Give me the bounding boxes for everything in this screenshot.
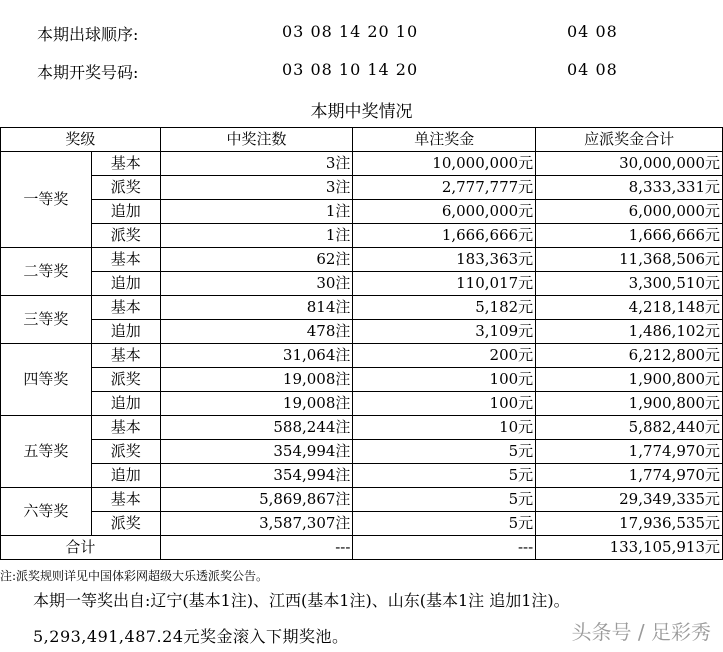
table-row xyxy=(1,344,723,368)
count-cell: 1注 xyxy=(160,224,353,248)
single-cell: 5元 xyxy=(353,464,536,488)
total-cell: 1,900,800元 xyxy=(536,368,723,392)
total-cell: 1,774,970元 xyxy=(536,464,723,488)
total-cell: 1,666,666元 xyxy=(536,224,723,248)
total-cell: 11,368,506元 xyxy=(536,248,723,272)
count-cell: 588,244注 xyxy=(160,416,353,440)
sub-cell: 基本 xyxy=(91,488,160,512)
table-row xyxy=(1,464,723,488)
sub-cell: 派奖 xyxy=(91,368,160,392)
count-cell: 30注 xyxy=(160,272,353,296)
count-cell: 354,994注 xyxy=(160,440,353,464)
count-cell: 354,994注 xyxy=(160,464,353,488)
single-cell: 183,363元 xyxy=(353,248,536,272)
sub-cell: 派奖 xyxy=(91,440,160,464)
table-row xyxy=(1,296,723,320)
header-grade: 奖级 xyxy=(1,128,161,152)
count-cell: 3注 xyxy=(160,152,353,176)
header-total: 应派奖金合计 xyxy=(536,128,723,152)
single-cell: 10元 xyxy=(353,416,536,440)
count-cell: 1注 xyxy=(160,200,353,224)
table-row xyxy=(1,512,723,536)
single-cell: 5元 xyxy=(353,512,536,536)
single-cell: 110,017元 xyxy=(353,272,536,296)
count-cell: 478注 xyxy=(160,320,353,344)
total-cell: 6,212,800元 xyxy=(536,344,723,368)
table-header-row xyxy=(1,128,723,152)
table-row xyxy=(1,272,723,296)
total-cell: 29,349,335元 xyxy=(536,488,723,512)
table-row xyxy=(1,392,723,416)
total-cell: 1,774,970元 xyxy=(536,440,723,464)
sub-cell: 基本 xyxy=(91,152,160,176)
table-row xyxy=(1,488,723,512)
table-row xyxy=(1,152,723,176)
total-cell: 30,000,000元 xyxy=(536,152,723,176)
count-cell: 19,008注 xyxy=(160,368,353,392)
result-label: 本期开奖号码: xyxy=(37,63,139,82)
table-row xyxy=(1,224,723,248)
single-cell: 6,000,000元 xyxy=(353,200,536,224)
single-cell: 2,777,777元 xyxy=(353,176,536,200)
table-total-row xyxy=(1,536,723,560)
total-cell: 1,900,800元 xyxy=(536,392,723,416)
section-title: 本期中奖情况 xyxy=(310,102,413,122)
single-cell: 3,109元 xyxy=(353,320,536,344)
sub-cell: 基本 xyxy=(91,296,160,320)
prize-table xyxy=(0,127,723,560)
table-row xyxy=(1,320,723,344)
grade-cell: 五等奖 xyxy=(1,416,92,488)
footnote: 注:派奖规则详见中国体彩网超级大乐透派奖公告。 xyxy=(0,569,269,583)
count-cell: 3注 xyxy=(160,176,353,200)
count-cell: 3,587,307注 xyxy=(160,512,353,536)
total-cell: 6,000,000元 xyxy=(536,200,723,224)
grade-cell: 一等奖 xyxy=(1,152,92,248)
sub-cell: 派奖 xyxy=(91,512,160,536)
sub-cell: 基本 xyxy=(91,416,160,440)
table-row xyxy=(1,200,723,224)
order-label: 本期出球顺序: xyxy=(37,25,139,44)
header-single: 单注奖金 xyxy=(353,128,536,152)
total-cell: 4,218,148元 xyxy=(536,296,723,320)
sub-cell: 派奖 xyxy=(91,224,160,248)
single-cell: 5,182元 xyxy=(353,296,536,320)
single-cell: 200元 xyxy=(353,344,536,368)
total-single: --- xyxy=(353,536,536,560)
result-front-numbers: 03 08 10 14 20 xyxy=(282,60,419,79)
sub-cell: 追加 xyxy=(91,464,160,488)
sub-cell: 基本 xyxy=(91,344,160,368)
count-cell: 5,869,867注 xyxy=(160,488,353,512)
table-row xyxy=(1,176,723,200)
count-cell: 62注 xyxy=(160,248,353,272)
first-prize-origin: 本期一等奖出自:辽宁(基本1注)、江西(基本1注)、山东(基本1注 追加1注)。 xyxy=(33,591,570,610)
single-cell: 100元 xyxy=(353,368,536,392)
total-count: --- xyxy=(160,536,353,560)
single-cell: 100元 xyxy=(353,392,536,416)
order-back-numbers: 04 08 xyxy=(567,22,618,41)
grade-cell: 六等奖 xyxy=(1,488,92,536)
sub-cell: 追加 xyxy=(91,392,160,416)
sub-cell: 追加 xyxy=(91,272,160,296)
total-cell: 1,486,102元 xyxy=(536,320,723,344)
total-cell: 17,936,535元 xyxy=(536,512,723,536)
total-cell: 3,300,510元 xyxy=(536,272,723,296)
total-cell: 8,333,331元 xyxy=(536,176,723,200)
single-cell: 5元 xyxy=(353,440,536,464)
watermark: 头条号 / 足彩秀 xyxy=(571,620,711,644)
sub-cell: 派奖 xyxy=(91,176,160,200)
order-front-numbers: 03 08 14 20 10 xyxy=(282,22,419,41)
result-back-numbers: 04 08 xyxy=(567,60,618,79)
table-row xyxy=(1,248,723,272)
total-label: 合计 xyxy=(1,536,161,560)
table-row xyxy=(1,416,723,440)
single-cell: 5元 xyxy=(353,488,536,512)
grade-cell: 三等奖 xyxy=(1,296,92,344)
count-cell: 19,008注 xyxy=(160,392,353,416)
total-cell: 5,882,440元 xyxy=(536,416,723,440)
grade-cell: 四等奖 xyxy=(1,344,92,416)
sub-cell: 基本 xyxy=(91,248,160,272)
table-row xyxy=(1,368,723,392)
grade-cell: 二等奖 xyxy=(1,248,92,296)
single-cell: 1,666,666元 xyxy=(353,224,536,248)
single-cell: 10,000,000元 xyxy=(353,152,536,176)
grand-total: 133,105,913元 xyxy=(536,536,723,560)
count-cell: 31,064注 xyxy=(160,344,353,368)
sub-cell: 追加 xyxy=(91,200,160,224)
table-row xyxy=(1,440,723,464)
sub-cell: 追加 xyxy=(91,320,160,344)
count-cell: 814注 xyxy=(160,296,353,320)
header-count: 中奖注数 xyxy=(160,128,353,152)
rollover-text: 5,293,491,487.24元奖金滚入下期奖池。 xyxy=(33,627,349,646)
